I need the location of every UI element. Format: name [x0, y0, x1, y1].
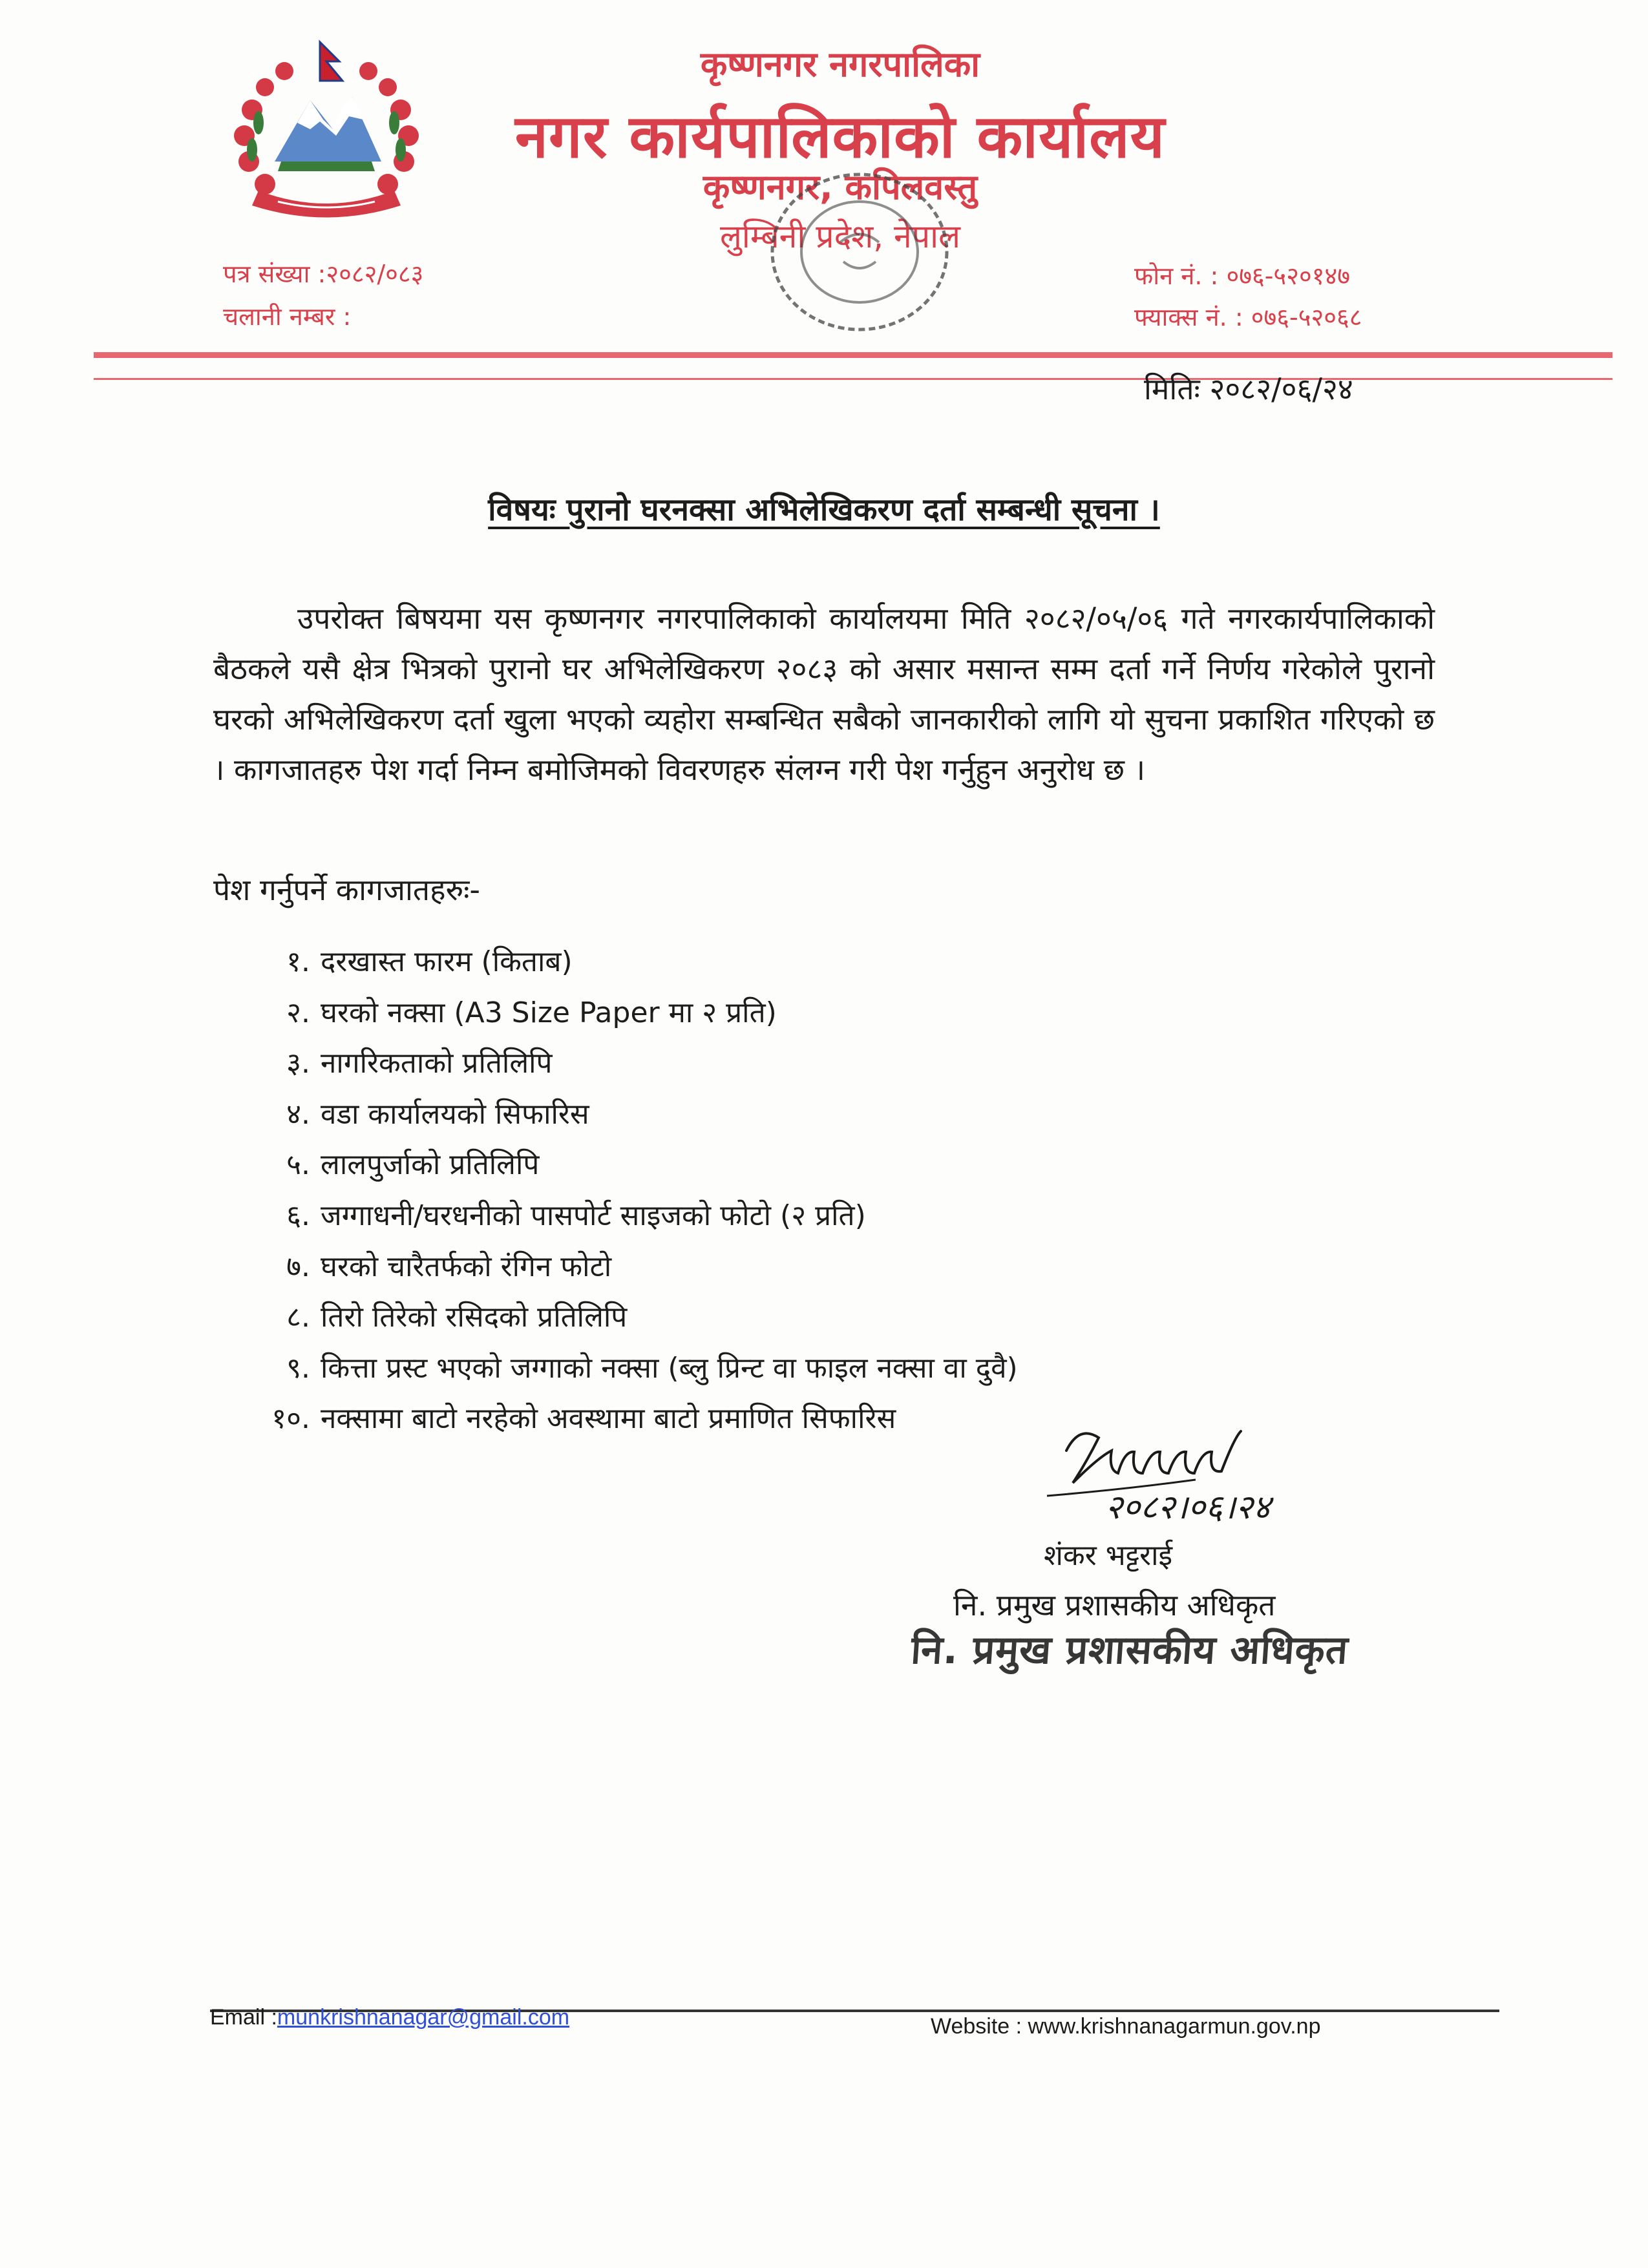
list-item-text: तिरो तिरेको रसिदको प्रतिलिपि [321, 1301, 628, 1334]
list-item [252, 1191, 1018, 1242]
documents-heading: पेश गर्नुपर्ने कागजातहरुः- [213, 872, 480, 907]
list-item-text: घरको चारैतर्फको रंगिन फोटो [321, 1250, 612, 1283]
list-item-text: घरको नक्सा (A3 Size Paper मा २ प्रति) [321, 996, 777, 1029]
list-item-text: जग्गाधनी/घरधनीको पासपोर्ट साइजको फोटो (२ प्रति) [321, 1199, 866, 1232]
body-paragraph: उपरोक्त बिषयमा यस कृष्णनगर नगरपालिकाको कार्यालयमा मिति २०८२/०५/०६ गते नगरकार्यपालिकाको बैठकले यसै क्षेत्र भित्रको पुरानो घर अभिलेखिकरण २०८३ को असार मसान्त सम्म दर्ता गर्ने निर्णय गरेकोले पुरानो घरको अभिलेखिकरण दर्ता खुला भएको व्यहोरा सम्बन्धित सबैको जानकारीको लागि यो सुचना प्रकाशित गरिएको छ । कागजातहरु पेश गर्दा निम्न बमोजिमको विवरणहरु संलग्न गरी पेश गर्नुहुन अनुरोध छ । [213, 601, 1435, 787]
list-item-text: कित्ता प्रस्ट भएको जग्गाको नक्सा (ब्लु प्रिन्ट वा फाइल नक्सा वा दुवै) [321, 1351, 1018, 1385]
list-item-number: ६. [286, 1199, 310, 1232]
subject-line [0, 488, 1648, 530]
header-divider-thin [94, 378, 1612, 380]
list-item-number: ३. [286, 1047, 310, 1080]
list-item [252, 1394, 1018, 1445]
district-line: कृष्णनगर, कपिलवस्तु [703, 167, 978, 207]
list-item [252, 1038, 1018, 1089]
nepal-emblem-icon [213, 32, 439, 226]
list-item-text: नागरिकताको प्रतिलिपि [321, 1047, 553, 1080]
fax-number: फ्याक्स नं. : ०७६-५२०६८ [1134, 303, 1362, 331]
list-item-number: २. [286, 996, 310, 1029]
footer-website: Website : www.krishnanagarmun.gov.np [931, 2014, 1321, 2039]
list-item [252, 1140, 1018, 1191]
email-label: Email : [210, 2005, 277, 2030]
header-divider [94, 352, 1612, 358]
list-item [252, 1343, 1018, 1394]
list-item [252, 1292, 1018, 1343]
list-item [252, 1089, 1018, 1140]
reference-number: पत्र संख्या :२०८२/०८३ [223, 260, 424, 288]
list-item-text: लालपुर्जाको प्रतिलिपि [321, 1148, 540, 1182]
subject-text: विषयः पुरानो घरनक्सा अभिलेखिकरण दर्ता सम्बन्धी सूचना । [488, 492, 1160, 528]
documents-list [252, 937, 1018, 1445]
signer-title: नि. प्रमुख प्रशासकीय अधिकृत [953, 1588, 1276, 1622]
list-item-number: १०. [271, 1402, 310, 1436]
list-item-number: ७. [286, 1250, 310, 1283]
list-item-text: वडा कार्यालयको सिफारिस [321, 1097, 589, 1131]
phone-number: फोन नं. : ०७६-५२०१४७ [1134, 262, 1350, 290]
province-line: लुम्बिनी प्रदेश, नेपाल [719, 218, 961, 255]
list-item-text: दरखास्त फारम (किताब) [321, 945, 573, 978]
dispatch-number: चलानी नम्बर : [223, 302, 352, 331]
title-stamp: नि. प्रमुख प्रशासकीय अधिकृत [909, 1628, 1350, 1673]
list-item-number: ८. [286, 1301, 310, 1334]
signer-name: शंकर भट्टराई [1044, 1539, 1173, 1572]
handwritten-signature-icon [1028, 1412, 1364, 1541]
email-link[interactable]: munkrishnanagar@gmail.com [277, 2005, 570, 2030]
list-item-number: ९. [286, 1351, 310, 1385]
list-item [252, 1242, 1018, 1293]
list-item-number: ४. [286, 1097, 310, 1131]
list-item-number: ५. [286, 1148, 310, 1182]
office-seal-icon [763, 165, 956, 339]
list-item-text: नक्सामा बाटो नरहेको अवस्थामा बाटो प्रमाणित सिफारिस [321, 1402, 896, 1436]
footer-email [210, 2005, 569, 2030]
letter-date: मितिः २०८२/०६/२४ [1144, 372, 1353, 406]
municipality-name: कृष्णनगर नगरपालिका [700, 44, 980, 85]
list-item-number: १. [286, 945, 310, 978]
signature-date: २०८२।०६।२४ [1105, 1488, 1271, 1527]
list-item [252, 988, 1018, 1039]
list-item [252, 937, 1018, 988]
office-name: नगर कार्यपालिकाको कार्यालय [514, 102, 1166, 171]
